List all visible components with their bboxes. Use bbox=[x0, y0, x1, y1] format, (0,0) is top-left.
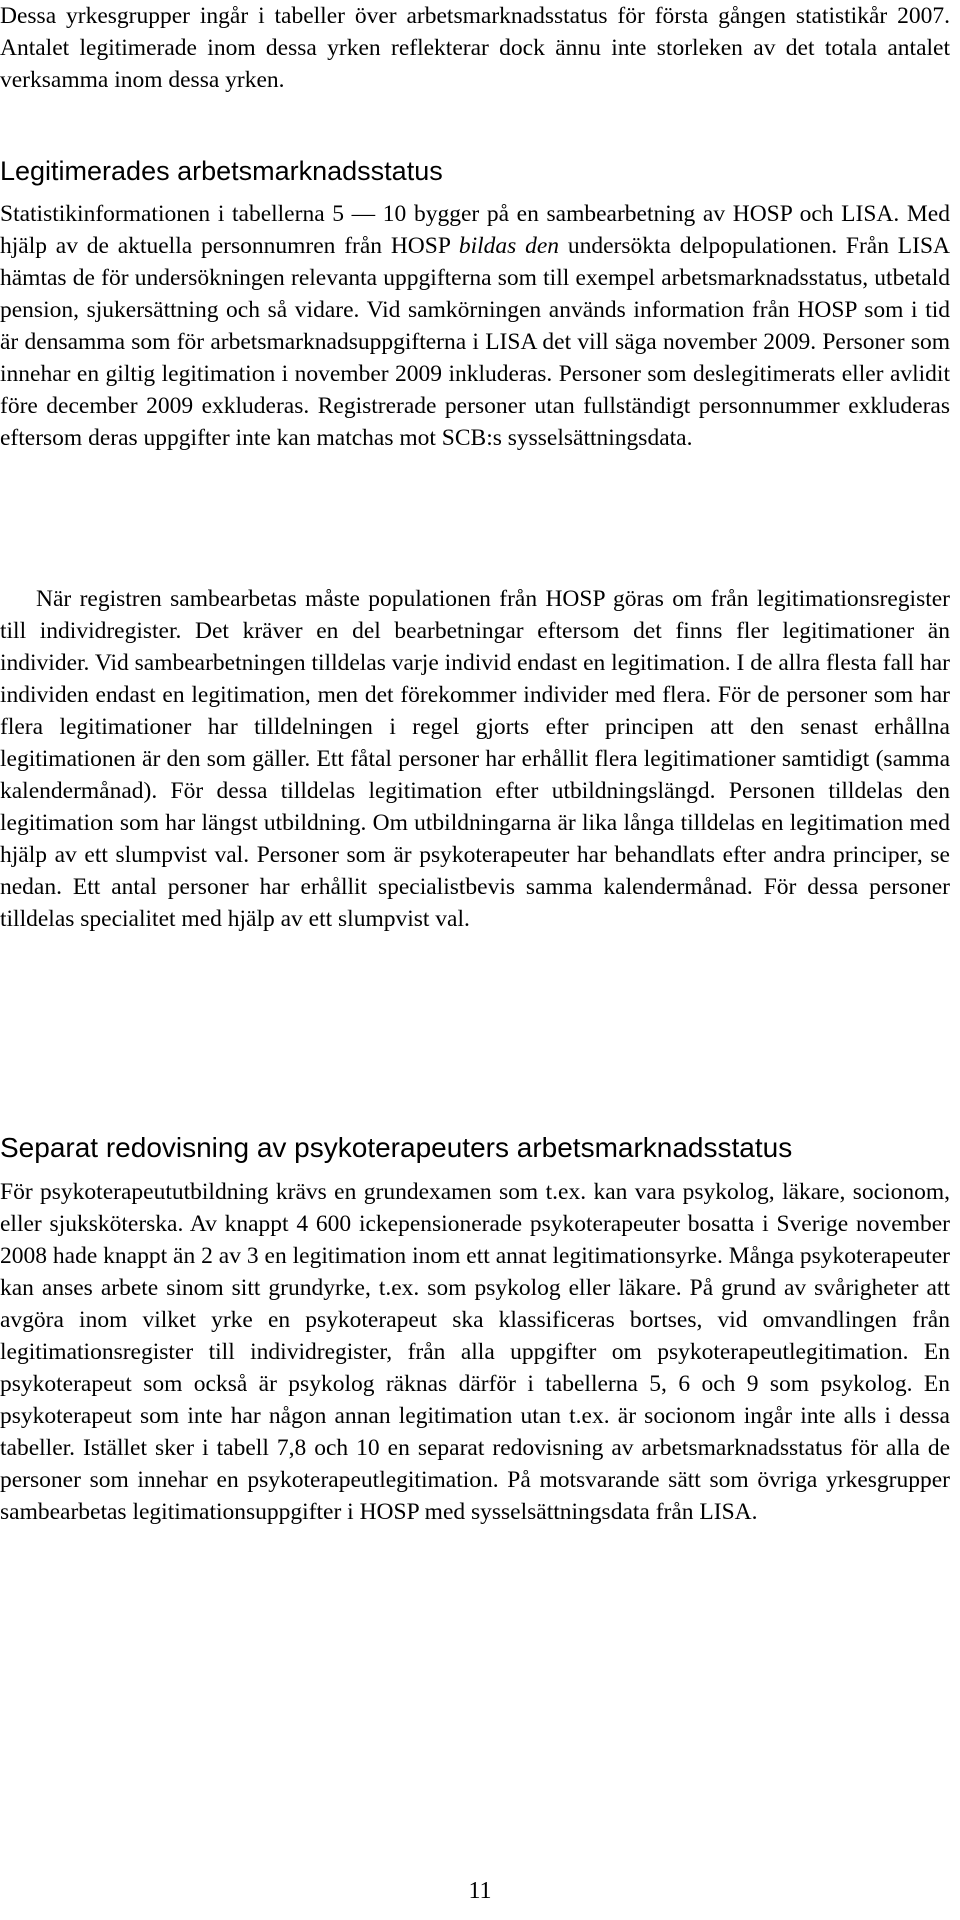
section1-p1-text-a: Statistikinformationen i tabellerna 5 — 10 bygger på en sambearbetning av HOSP och LISA. Med hjälp av de aktuella personnumren från HOSP bbox=[0, 201, 950, 259]
section2-paragraph-1: För psykoterapeututbildning krävs en grundexamen som t.ex. kan vara psykolog, läkare, socionom, eller sjuksköterska. Av knappt 4 600 ickepensionerade psykoterapeuter bosatta i Sverige november 2008 hade knappt än 2 av 3 en legitimation inom ett annat legitimationsyrke. Många psykoterapeuter kan anses arbete sinom sitt grundyrke, t.ex. som psykolog eller läkare. På grund av svårigheter att avgöra inom vilket yrke en psykoterapeut ska klassificeras bortses, vid omvandlingen från legitimationsregister till individregister, från alla uppgifter om psykoterapeutlegitimation. En psykoterapeut som också är psykolog räknas därför i tabellerna 5, 6 och 9 som psykolog. En psykoterapeut som inte har någon annan legitimation utan t.ex. är socionom ingår inte alls i dessa tabeller. Istället sker i tabell 7,8 och 10 en separat redovisning av arbetsmarknadsstatus för alla de personer som innehar en psykoterapeutlegitimation. På motsvarande sätt som övriga yrkesgrupper sambearbetas legitimationsuppgifter i HOSP med sysselsättningsdata från LISA. bbox=[0, 1179, 950, 1525]
section1-p1-emphasis: bildas den bbox=[458, 233, 560, 259]
section-heading-psykoterapeuter: Separat redovisning av psykoterapeuters arbetsmarknadsstatus bbox=[0, 1132, 793, 1163]
page-number: 11 bbox=[468, 1878, 492, 1904]
section1-p1-text-b: undersökta delpopulationen. Från LISA hämtas de för undersökningen relevanta uppgifterna som till exempel arbetsmarknadsstatus, utbetald pension, sjukersättning och så vidare. Vid samkörningen används information från HOSP som i tid är densamma som för arbetsmarknadsuppgifterna i LISA det vill säga november 2009. Personer som innehar en giltig legitimation i november 2009 inkluderas. Personer som deslegitimerats eller avlidit före december 2009 exkluderas. Registrerade personer utan fullständigt personnummer exkluderas eftersom deras uppgifter inte kan matchas mot SCB:s sysselsättningsdata. bbox=[0, 233, 950, 451]
section1-paragraph-1 bbox=[0, 198, 950, 454]
intro-paragraph: Dessa yrkesgrupper ingår i tabeller över arbetsmarknadsstatus för första gången statistikår 2007. Antalet legitimerade inom dessa yrken reflekterar dock ännu inte storleken av det totala antalet verksamma inom dessa yrken. bbox=[0, 3, 950, 93]
section-heading-legitimerades: Legitimerades arbetsmarknadsstatus bbox=[0, 156, 443, 186]
section1-paragraph-2: När registren sambearbetas måste populationen från HOSP göras om från legitimationsregister till individregister. Det kräver en del bearbetningar eftersom det finns fler legitimationer än individer. Vid sambearbetningen tilldelas varje individ endast en legitimation. I de allra flesta fall har individen endast en legitimation, men det förekommer individer med flera. För de personer som har flera legitimationer har tilldelningen i regel gjorts efter principen att den senast erhållna legitimationen är den som gäller. Ett fåtal personer har erhållit flera legitimationer samtidigt (samma kalendermånad). För dessa tilldelas legitimation efter utbildningslängd. Personen tilldelas den legitimation som har längst utbildning. Om utbildningarna är lika långa tilldelas en legitimation med hjälp av ett slumpvist val. Personer som är psykoterapeuter har behandlats efter andra principer, se nedan. Ett antal personer har erhållit specialistbevis samma kalendermånad. För dessa personer tilldelas specialitet med hjälp av ett slumpvist val. bbox=[0, 586, 950, 932]
